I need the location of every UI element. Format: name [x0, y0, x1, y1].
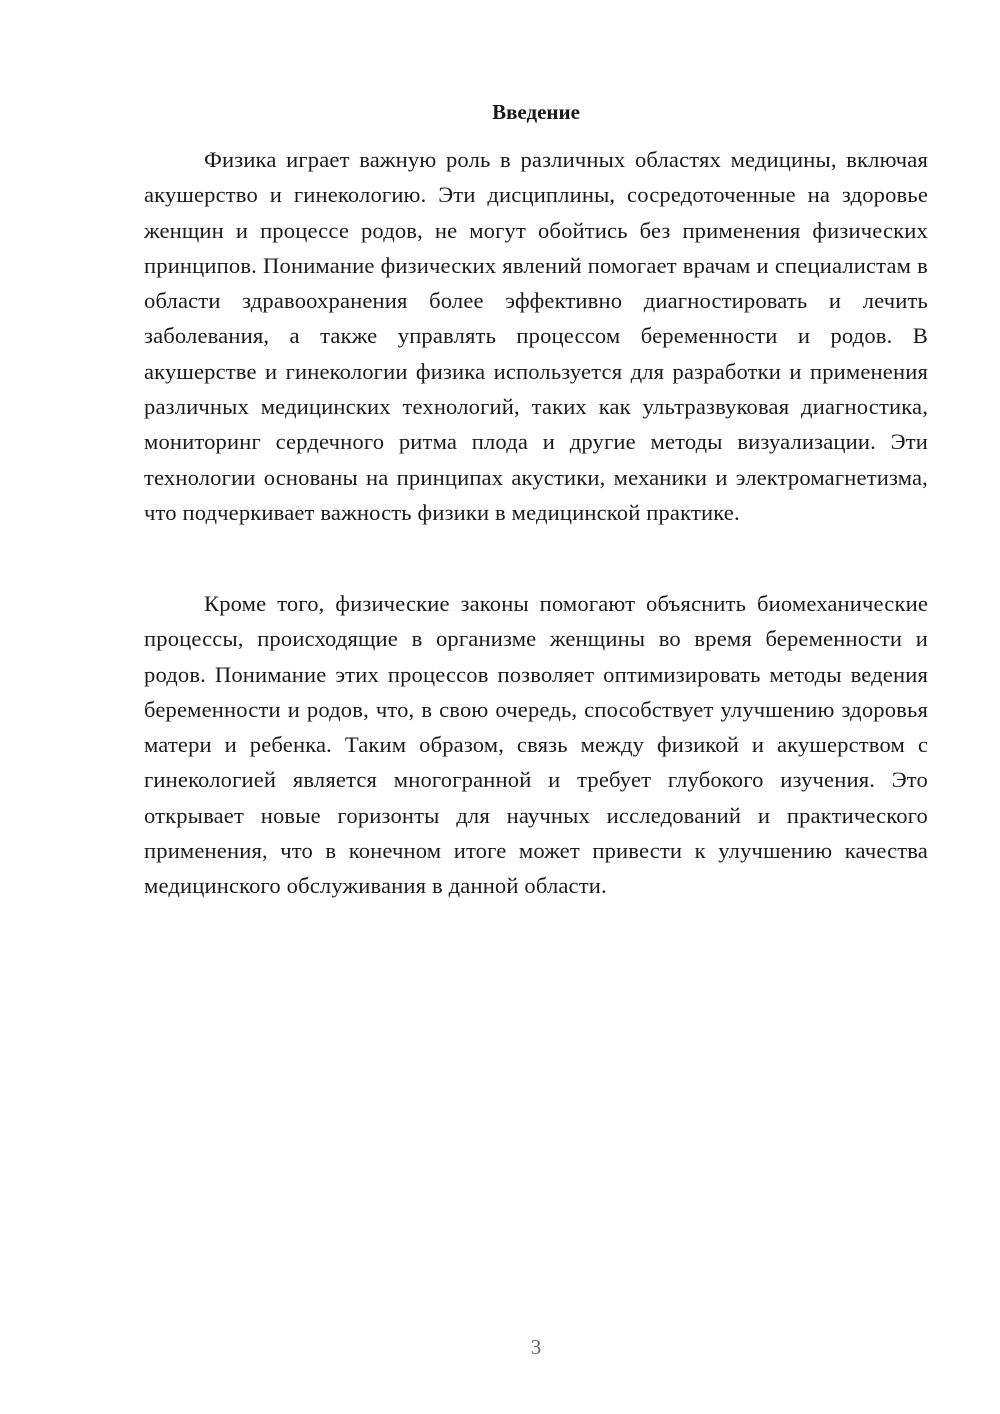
paragraph-2: Кроме того, физические законы помогают объяснить биомеханические процессы, происходящие в организме женщины во время беременности и родов. Понимание этих процессов позволяет оптимизировать методы ведения беременности и родов, что, в свою очередь, способствует улучшению здоровья матери и ребенка. Таким образом, связь между физикой и акушерством с гинекологией является многогранной и требует глубокого изучения. Это открывает новые горизонты для научных исследований и практического применения, что в конечном итоге может привести к улучшению качества медицинского обслуживания в данной области.: [144, 591, 928, 899]
section-title: Введение: [492, 100, 580, 124]
paragraph-1: Физика играет важную роль в различных областях медицины, включая акушерство и гинекологию. Эти дисциплины, сосредоточенные на здоровье женщин и процессе родов, не могут обойтись без применения физических принципов. Понимание физических явлений помогает врачам и специалистам в области здравоохранения более эффективно диагностировать и лечить заболевания, а также управлять процессом беременности и родов. В акушерстве и гинекологии физика используется для разработки и применения различных медицинских технологий, таких как ультразвуковая диагностика, мониторинг сердечного ритма плода и другие методы визуализации. Эти технологии основаны на принципах акустики, механики и электромагнетизма, что подчеркивает важность физики в медицинской практике.: [144, 147, 928, 525]
page-number: 3: [530, 1335, 542, 1359]
